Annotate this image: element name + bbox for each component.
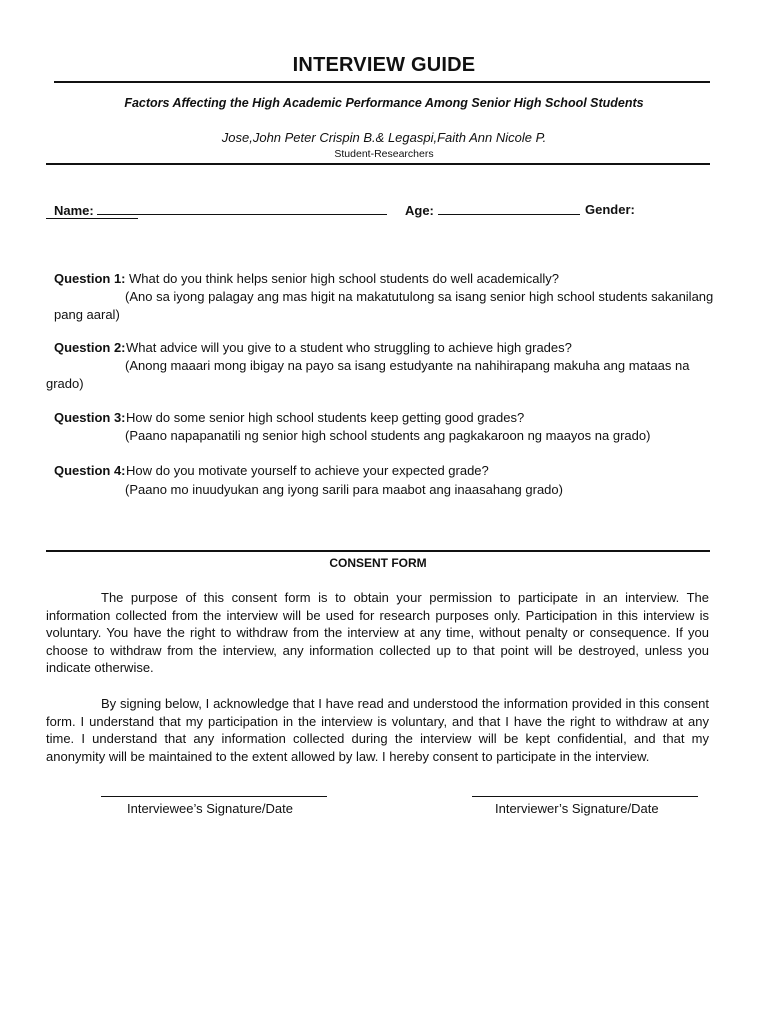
question-4-label: Question 4: <box>54 463 126 478</box>
gender-blank[interactable] <box>46 218 138 219</box>
question-4-text: How do you motivate yourself to achieve your expected grade? <box>126 463 489 478</box>
question-1-translation: (Ano sa iyong palagay ang mas higit na makatutulong sa isang senior high school students sakanilang <box>125 289 714 304</box>
consent-title: CONSENT FORM <box>329 556 427 570</box>
question-2-text: What advice will you give to a student who struggling to achieve high grades? <box>126 340 572 355</box>
interviewer-signature-label: Interviewer’s Signature/Date <box>495 801 659 816</box>
consent-paragraph-1: The purpose of this consent form is to obtain your permission to participate in an interview. The information collected from the interview will be used for research purposes only. Participation in this interview is voluntary. You have the right to withdraw from the interview at any time, without penalty or consequence. If you choose to withdraw from the interview, any information collected up to that point will be destroyed, unless you indicate otherwise. <box>46 590 709 676</box>
age-field[interactable] <box>405 202 580 218</box>
interviewee-signature-line[interactable] <box>101 796 327 797</box>
name-field[interactable] <box>54 202 387 218</box>
name-blank[interactable] <box>97 202 387 215</box>
gender-field[interactable] <box>585 202 635 217</box>
age-blank[interactable] <box>438 202 580 215</box>
question-3-translation: (Paano napapanatili ng senior high school students ang pagkakaroon ng maayos na grado) <box>125 428 651 443</box>
gender-label: Gender: <box>585 202 635 217</box>
question-3-text: How do some senior high school students keep getting good grades? <box>126 410 525 425</box>
name-label: Name: <box>54 203 94 218</box>
question-2-label: Question 2: <box>54 340 126 355</box>
interviewee-signature-label: Interviewee’s Signature/Date <box>127 801 293 816</box>
header-divider <box>46 163 710 165</box>
study-title: Factors Affecting the High Academic Performance Among Senior High School Students <box>124 96 644 110</box>
consent-paragraph-2: By signing below, I acknowledge that I have read and understood the information provided in this consent form. I understand that my participation in the interview is voluntary, and that I have the right to withdraw at any time. I understand that any information collected during the interview will be kept confidential, and that my anonymity will be maintained to the extent allowed by law. I hereby consent to participate in the interview. <box>46 696 709 764</box>
question-2-translation: (Anong maaari mong ibigay na payo sa isang estudyante na nahihirapang makuha ang mataas na <box>125 358 690 373</box>
question-1-text: What do you think helps senior high school students do well academically? <box>129 271 559 286</box>
question-2-translation-cont: grado) <box>46 376 84 391</box>
question-4-translation: (Paano mo inuudyukan ang iyong sarili para maabot ang inaasahang grado) <box>125 482 563 497</box>
consent-divider <box>46 550 710 552</box>
question-3-label: Question 3: <box>54 410 126 425</box>
authors-role: Student-Researchers <box>334 148 434 160</box>
question-1-label: Question 1: <box>54 271 126 286</box>
authors: Jose,John Peter Crispin B.& Legaspi,Faith Ann Nicole P. <box>221 130 547 145</box>
question-1-translation-cont: pang aaral) <box>54 307 120 322</box>
age-label: Age: <box>405 203 434 218</box>
page-title: INTERVIEW GUIDE <box>292 54 476 76</box>
title-divider <box>54 81 710 83</box>
interviewer-signature-line[interactable] <box>472 796 698 797</box>
